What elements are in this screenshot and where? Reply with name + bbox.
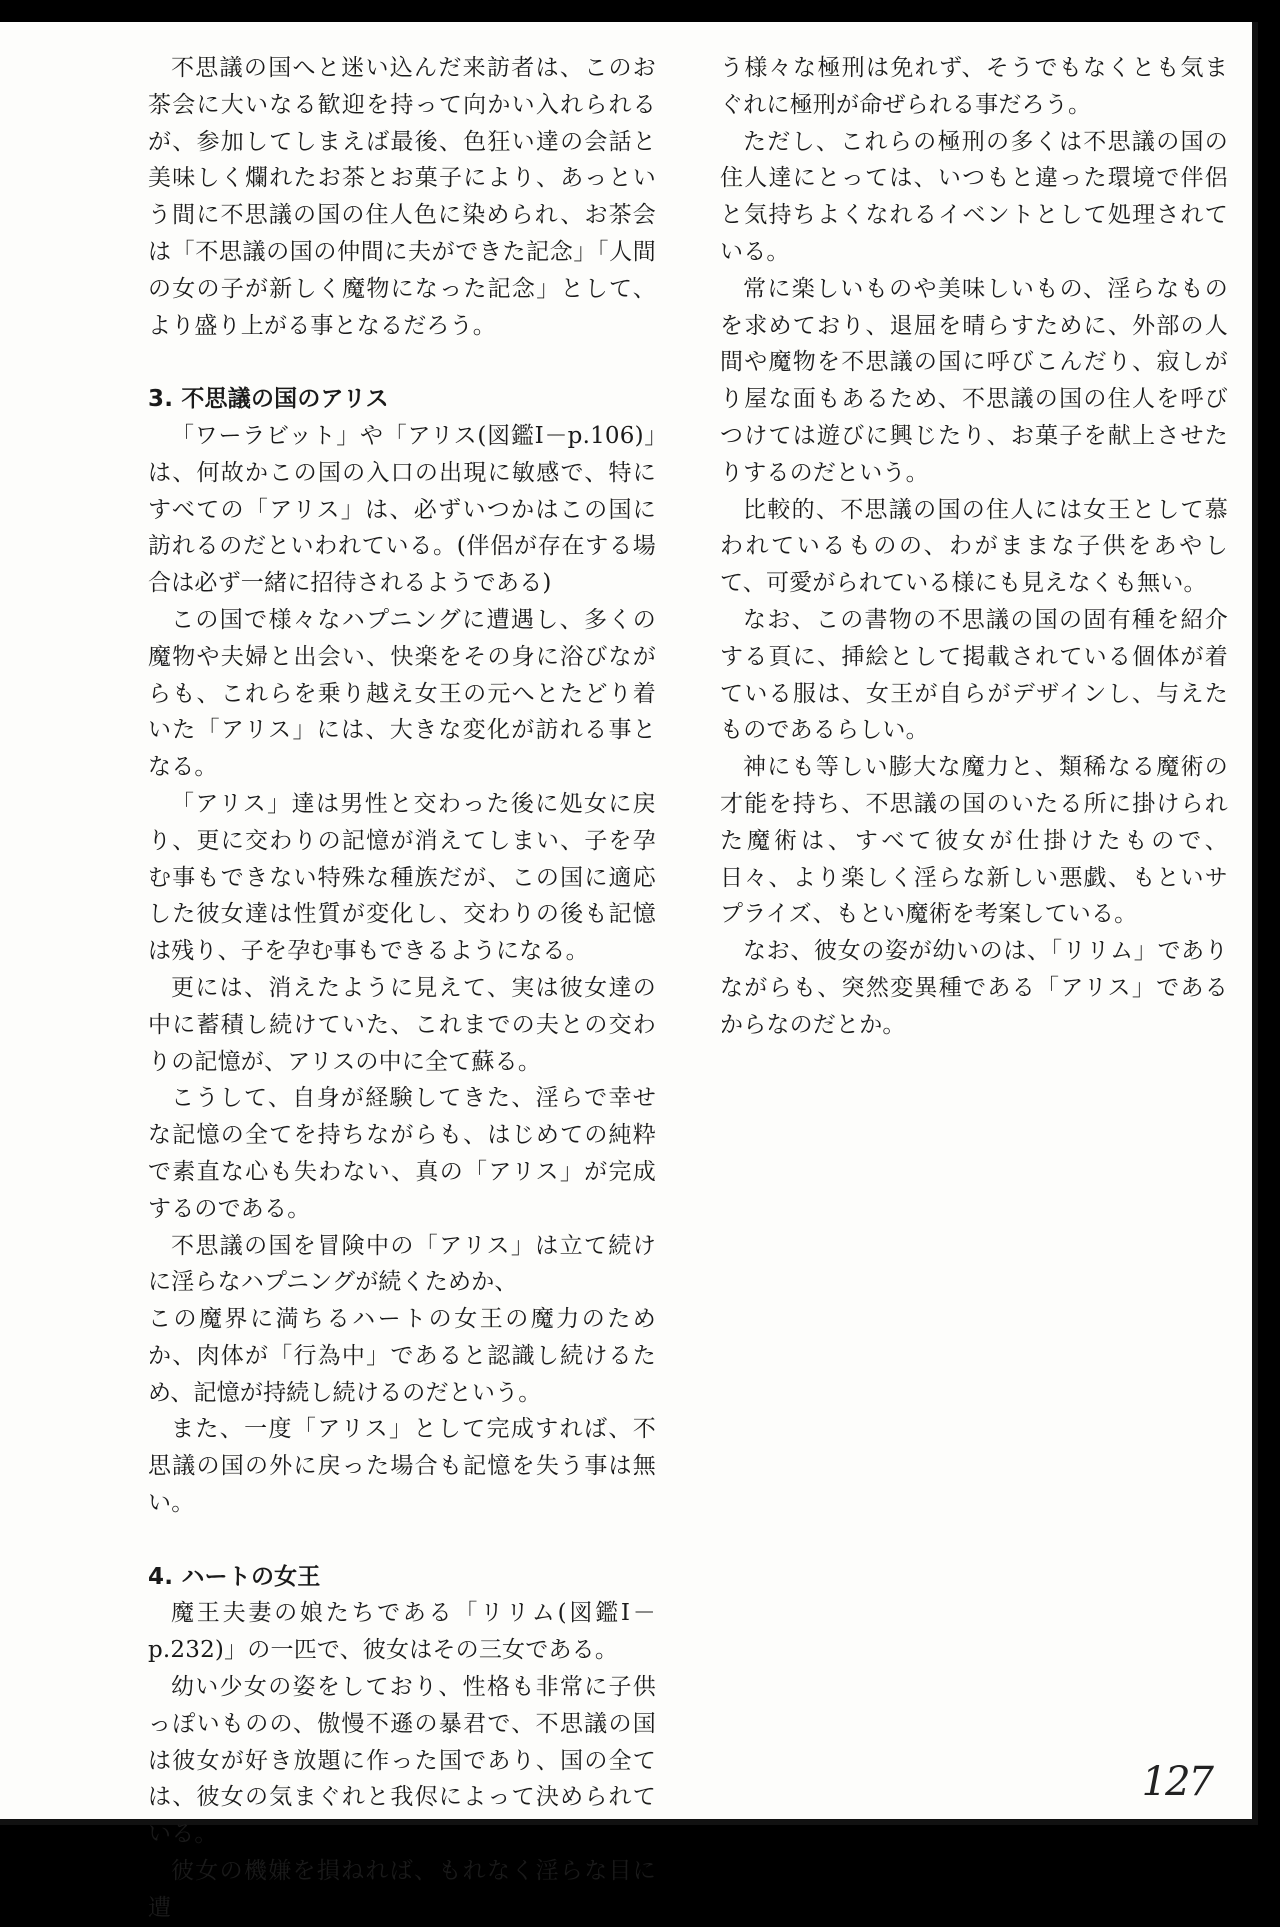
paragraph: 魔王夫妻の娘たちである「リリム(図鑑Ⅰ－p.232)」の一匹で、彼女はその三女である。 xyxy=(148,1600,656,1664)
paragraph: 幼い少女の姿をしており、性格も非常に子供っぽいものの、傲慢不遜の暴君で、不思議の国は彼女が好き放題に作った国であり、国の全ては、彼女の気まぐれと我侭によって決められている。 xyxy=(148,1674,656,1848)
paragraph: 神にも等しい膨大な魔力と、類稀なる魔術の才能を持ち、不思議の国のいたる所に掛けられた魔術は、すべて彼女が仕掛けたもので、日々、より楽しく淫らな新しい悪戯、もといサプライズ、もとい魔術を考案している。 xyxy=(720,754,1228,928)
paragraph: 「ワーラビット」や「アリス(図鑑Ⅰ－p.106)」は、何故かこの国の入口の出現に敏感で、特にすべての「アリス」は、必ずいつかはこの国に訪れるのだといわれている。(伴侶が存在する場合は必ず一緒に招待されるようである) xyxy=(148,422,656,597)
paragraph: ただし、これらの極刑の多くは不思議の国の住人達にとっては、いつもと違った環境で伴侶と気持ちよくなれるイベントとして処理されている。 xyxy=(720,128,1228,265)
paragraph: う様々な極刑は免れず、そうでもなくとも気まぐれに極刑が命ぜられる事だろう。 xyxy=(720,55,1228,118)
section-gap xyxy=(148,1522,656,1559)
paragraph: なお、彼女の姿が幼いのは、「リリム」でありながらも、突然変異種である「アリス」であるからなのだとか。 xyxy=(720,938,1228,1038)
paragraph: なお、この書物の不思議の国の固有種を紹介する頁に、挿絵として掲載されている個体が着ている服は、女王が自らがデザインし、与えたものであるらしい。 xyxy=(720,606,1228,744)
book-page xyxy=(0,22,1258,1921)
right-column xyxy=(720,50,1228,1044)
paragraph: 不思議の国へと迷い込んだ来訪者は、このお茶会に大いなる歓迎を持って向かい入れられるが、参加してしまえば最後、色狂い達の会話と美味しく爛れたお茶とお菓子により、あっという間に不思議の国の住人色に染められ、お茶会は「不思議の国の仲間に夫ができた記念」「人間の女の子が新しく魔物になった記念」として、より盛り上がる事となるだろう。 xyxy=(148,55,656,339)
paragraph: 「アリス」達は男性と交わった後に処女に戻り、更に交わりの記憶が消えてしまい、子を孕む事もできない特殊な種族だが、この国に適応した彼女達は性質が変化し、交わりの後も記憶は残り、子を孕む事もできるようになる。 xyxy=(148,790,656,965)
page-number: 127 xyxy=(1141,1759,1212,1805)
paragraph: 彼女の機嫌を損ねれば、もれなく淫らな目に遭 xyxy=(148,1858,656,1921)
paragraph: また、一度「アリス」として完成すれば、不思議の国の外に戻った場合も記憶を失う事は無い。 xyxy=(148,1416,656,1517)
left-column xyxy=(148,50,656,1927)
paragraph: 不思議の国を冒険中の「アリス」は立て続けに淫らなハプニングが続くためか、 xyxy=(148,1232,656,1296)
paragraph: 比較的、不思議の国の住人には女王として慕われているものの、わがままな子供をあやして、可愛がられている様にも見えなくも無い。 xyxy=(720,496,1228,597)
section-heading-4: 4. ハートの女王 xyxy=(148,1563,321,1590)
paragraph: 更には、消えたように見えて、実は彼女達の中に蓄積し続けていた、これまでの夫との交わりの記憶が、アリスの中に全て蘇る。 xyxy=(148,974,656,1075)
paragraph: この魔界に満ちるハートの女王の魔力のためか、肉体が「行為中」であると認識し続けるため、記憶が持続し続けるのだという。 xyxy=(148,1306,656,1406)
section-gap xyxy=(148,344,656,381)
paragraph: こうして、自身が経験してきた、淫らで幸せな記憶の全てを持ちながらも、はじめての純粋で素直な心も失わない、真の「アリス」が完成するのである。 xyxy=(148,1085,656,1222)
section-heading-3: 3. 不思議の国のアリス xyxy=(148,386,389,413)
paragraph: この国で様々なハプニングに遭遇し、多くの魔物や夫婦と出会い、快楽をその身に浴びながらも、これらを乗り越え女王の元へとたどり着いた「アリス」には、大きな変化が訪れる事となる。 xyxy=(148,606,656,781)
paragraph: 常に楽しいものや美味しいもの、淫らなものを求めており、退屈を晴らすために、外部の人間や魔物を不思議の国に呼びこんだり、寂しがり屋な面もあるため、不思議の国の住人を呼びつけては遊びに興じたり、お菓子を献上させたりするのだという。 xyxy=(720,275,1228,486)
